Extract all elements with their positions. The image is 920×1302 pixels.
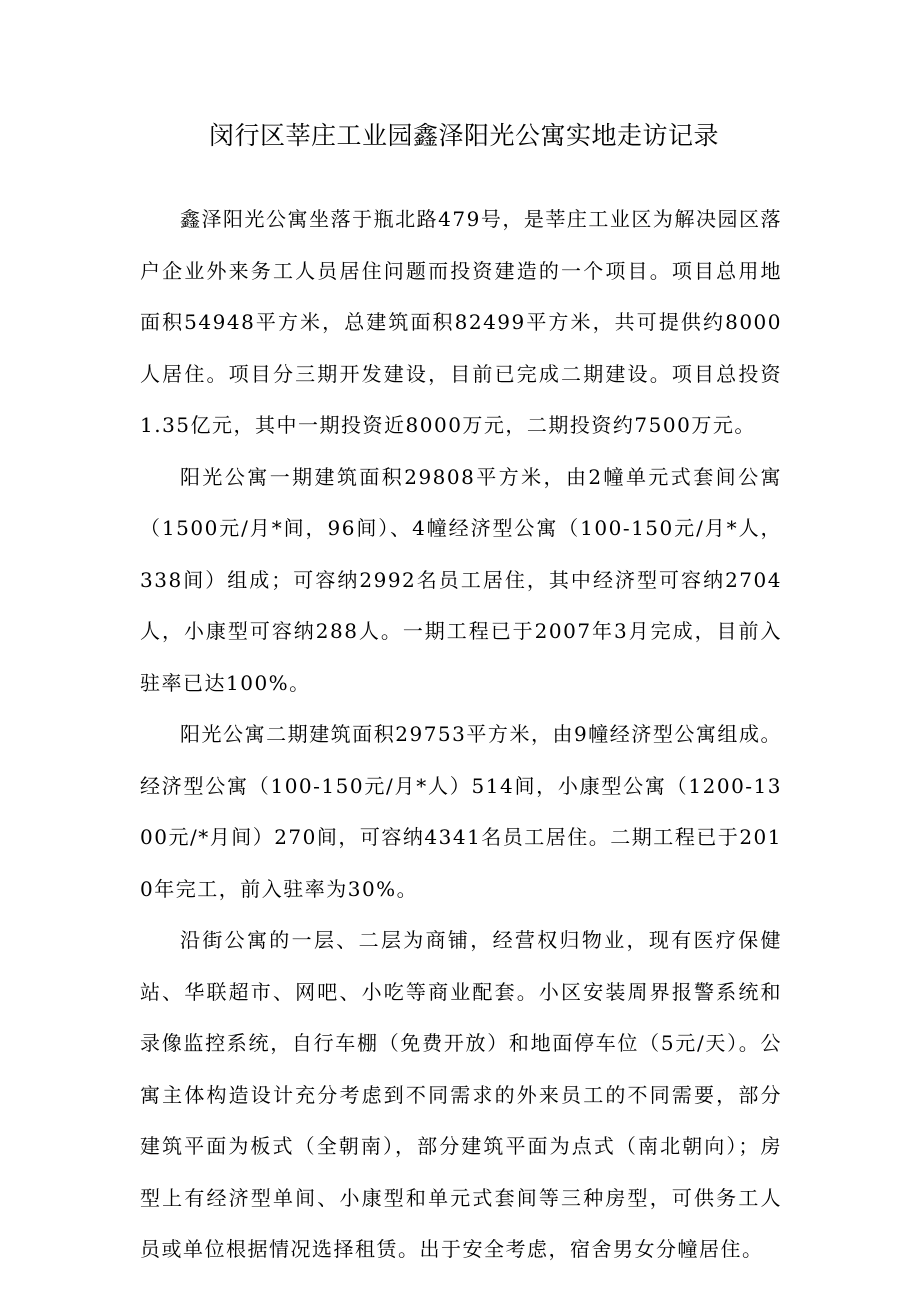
document-title: 闵行区莘庄工业园鑫泽阳光公寓实地走访记录 — [208, 121, 719, 150]
paragraph-phase-one: 阳光公寓一期建筑面积29808平方米，由2幢单元式套间公寓（1500元/月*间，96间）、4幢经济型公寓（100-150元/月*人，338间）组成；可容纳2992名员工居住，其中经济型可容纳2704人，小康型可容纳288人。一期工程已于2007年3月完成，目前入驻率已达100%。 — [140, 464, 782, 695]
paragraph-overview: 鑫泽阳光公寓坐落于瓶北路479号，是莘庄工业区为解决园区落户企业外来务工人员居住问题而投资建造的一个项目。项目总用地面积54948平方米，总建筑面积82499平方米，共可提供约8000人居住。项目分三期开发建设，目前已完成二期建设。项目总投资1.35亿元，其中一期投资近8000万元，二期投资约7500万元。 — [140, 207, 782, 437]
document-body — [140, 194, 782, 1276]
paragraph-facilities: 沿街公寓的一层、二层为商铺，经营权归物业，现有医疗保健站、华联超市、网吧、小吃等商业配套。小区安装周界报警系统和录像监控系统，自行车棚（免费开放）和地面停车位（5元/天）。公寓主体构造设计充分考虑到不同需求的外来员工的不同需要，部分建筑平面为板式（全朝南），部分建筑平面为点式（南北朝向）；房型上有经济型单间、小康型和单元式套间等三种房型，可供务工人员或单位根据情况选择租赁。出于安全考虑，宿舍男女分幢居住。 — [140, 928, 782, 1261]
paragraph-phase-two: 阳光公寓二期建筑面积29753平方米，由9幢经济型公寓组成。经济型公寓（100-150元/月*人）514间，小康型公寓（1200-1300元/*月间）270间，可容纳4341名员工居住。二期工程已于2010年完工，前入驻率为30%。 — [140, 722, 782, 901]
